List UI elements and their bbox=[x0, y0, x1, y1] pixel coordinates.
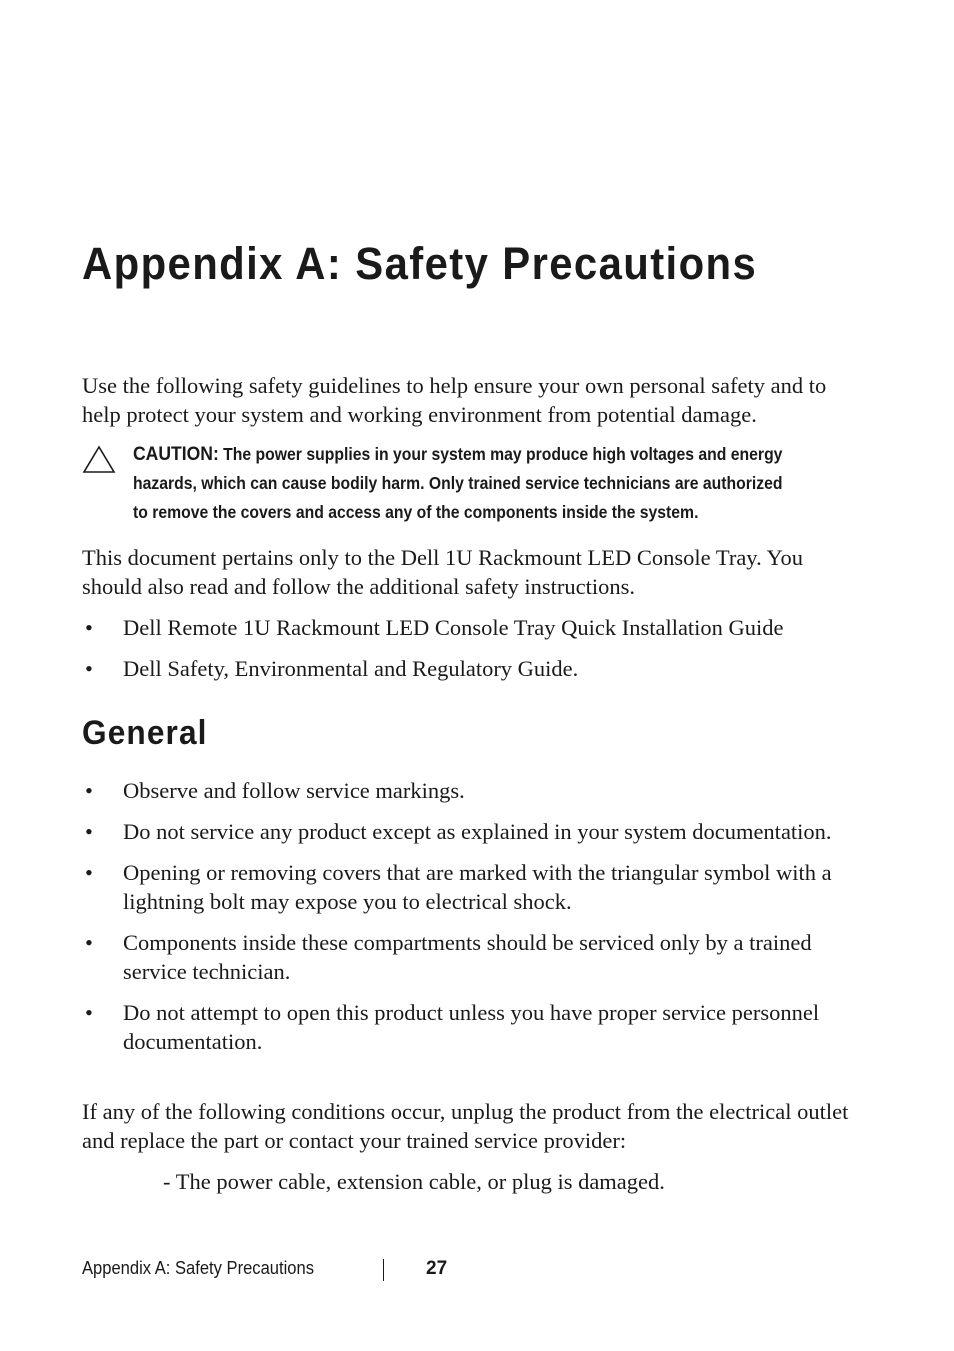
bullet-icon: • bbox=[85, 615, 93, 640]
list-item bbox=[82, 817, 862, 846]
general-item: Opening or removing covers that are marked with the triangular symbol with a lightning bolt may expose you to electrical shock. bbox=[123, 860, 832, 914]
caution-note bbox=[133, 440, 799, 527]
list-item bbox=[82, 654, 862, 683]
bullet-icon: • bbox=[85, 1000, 93, 1025]
list-item bbox=[82, 998, 862, 1056]
reference-list bbox=[82, 613, 862, 695]
list-item bbox=[82, 776, 862, 805]
list-item bbox=[82, 928, 862, 986]
scope-paragraph: This document pertains only to the Dell 1U Rackmount LED Console Tray. You should also read and follow the additional safety instructions. bbox=[82, 545, 803, 599]
footer-divider bbox=[383, 1259, 384, 1281]
caution-body: The power supplies in your system may produce high voltages and energy hazards, which can cause bodily harm. Only trained service technicians are authorized to remove the covers and access any of the components inside the system. bbox=[133, 444, 783, 522]
bullet-icon: • bbox=[85, 860, 93, 885]
list-item bbox=[82, 613, 862, 642]
list-item bbox=[82, 858, 862, 916]
footer-section-title: Appendix A: Safety Precautions bbox=[82, 1258, 314, 1278]
bullet-icon: • bbox=[85, 819, 93, 844]
general-item: Components inside these compartments should be serviced only by a trained service technician. bbox=[123, 930, 812, 984]
reference-item: Dell Remote 1U Rackmount LED Console Tray Quick Installation Guide bbox=[123, 615, 784, 640]
section-heading-general: General bbox=[82, 714, 208, 752]
bullet-icon: • bbox=[85, 778, 93, 803]
general-item: Do not service any product except as explained in your system documentation. bbox=[123, 819, 832, 844]
reference-item: Dell Safety, Environmental and Regulatory Guide. bbox=[123, 656, 579, 681]
general-item: Do not attempt to open this product unless you have proper service personnel documentation. bbox=[123, 1000, 820, 1054]
condition-item: - The power cable, extension cable, or plug is damaged. bbox=[163, 1169, 665, 1194]
bullet-icon: • bbox=[85, 930, 93, 955]
conditions-intro: If any of the following conditions occur, unplug the product from the electrical outlet and replace the part or contact your trained service provider: bbox=[82, 1099, 849, 1153]
caution-label: CAUTION: bbox=[133, 443, 219, 465]
page-number: 27 bbox=[426, 1258, 448, 1279]
general-list bbox=[82, 776, 862, 1068]
caution-triangle-icon bbox=[82, 445, 116, 475]
bullet-icon: • bbox=[85, 656, 93, 681]
intro-paragraph: Use the following safety guidelines to help ensure your own personal safety and to help protect your system and working environment from potential damage. bbox=[82, 373, 827, 427]
page-title: Appendix A: Safety Precautions bbox=[82, 238, 758, 289]
general-item: Observe and follow service markings. bbox=[123, 778, 465, 803]
